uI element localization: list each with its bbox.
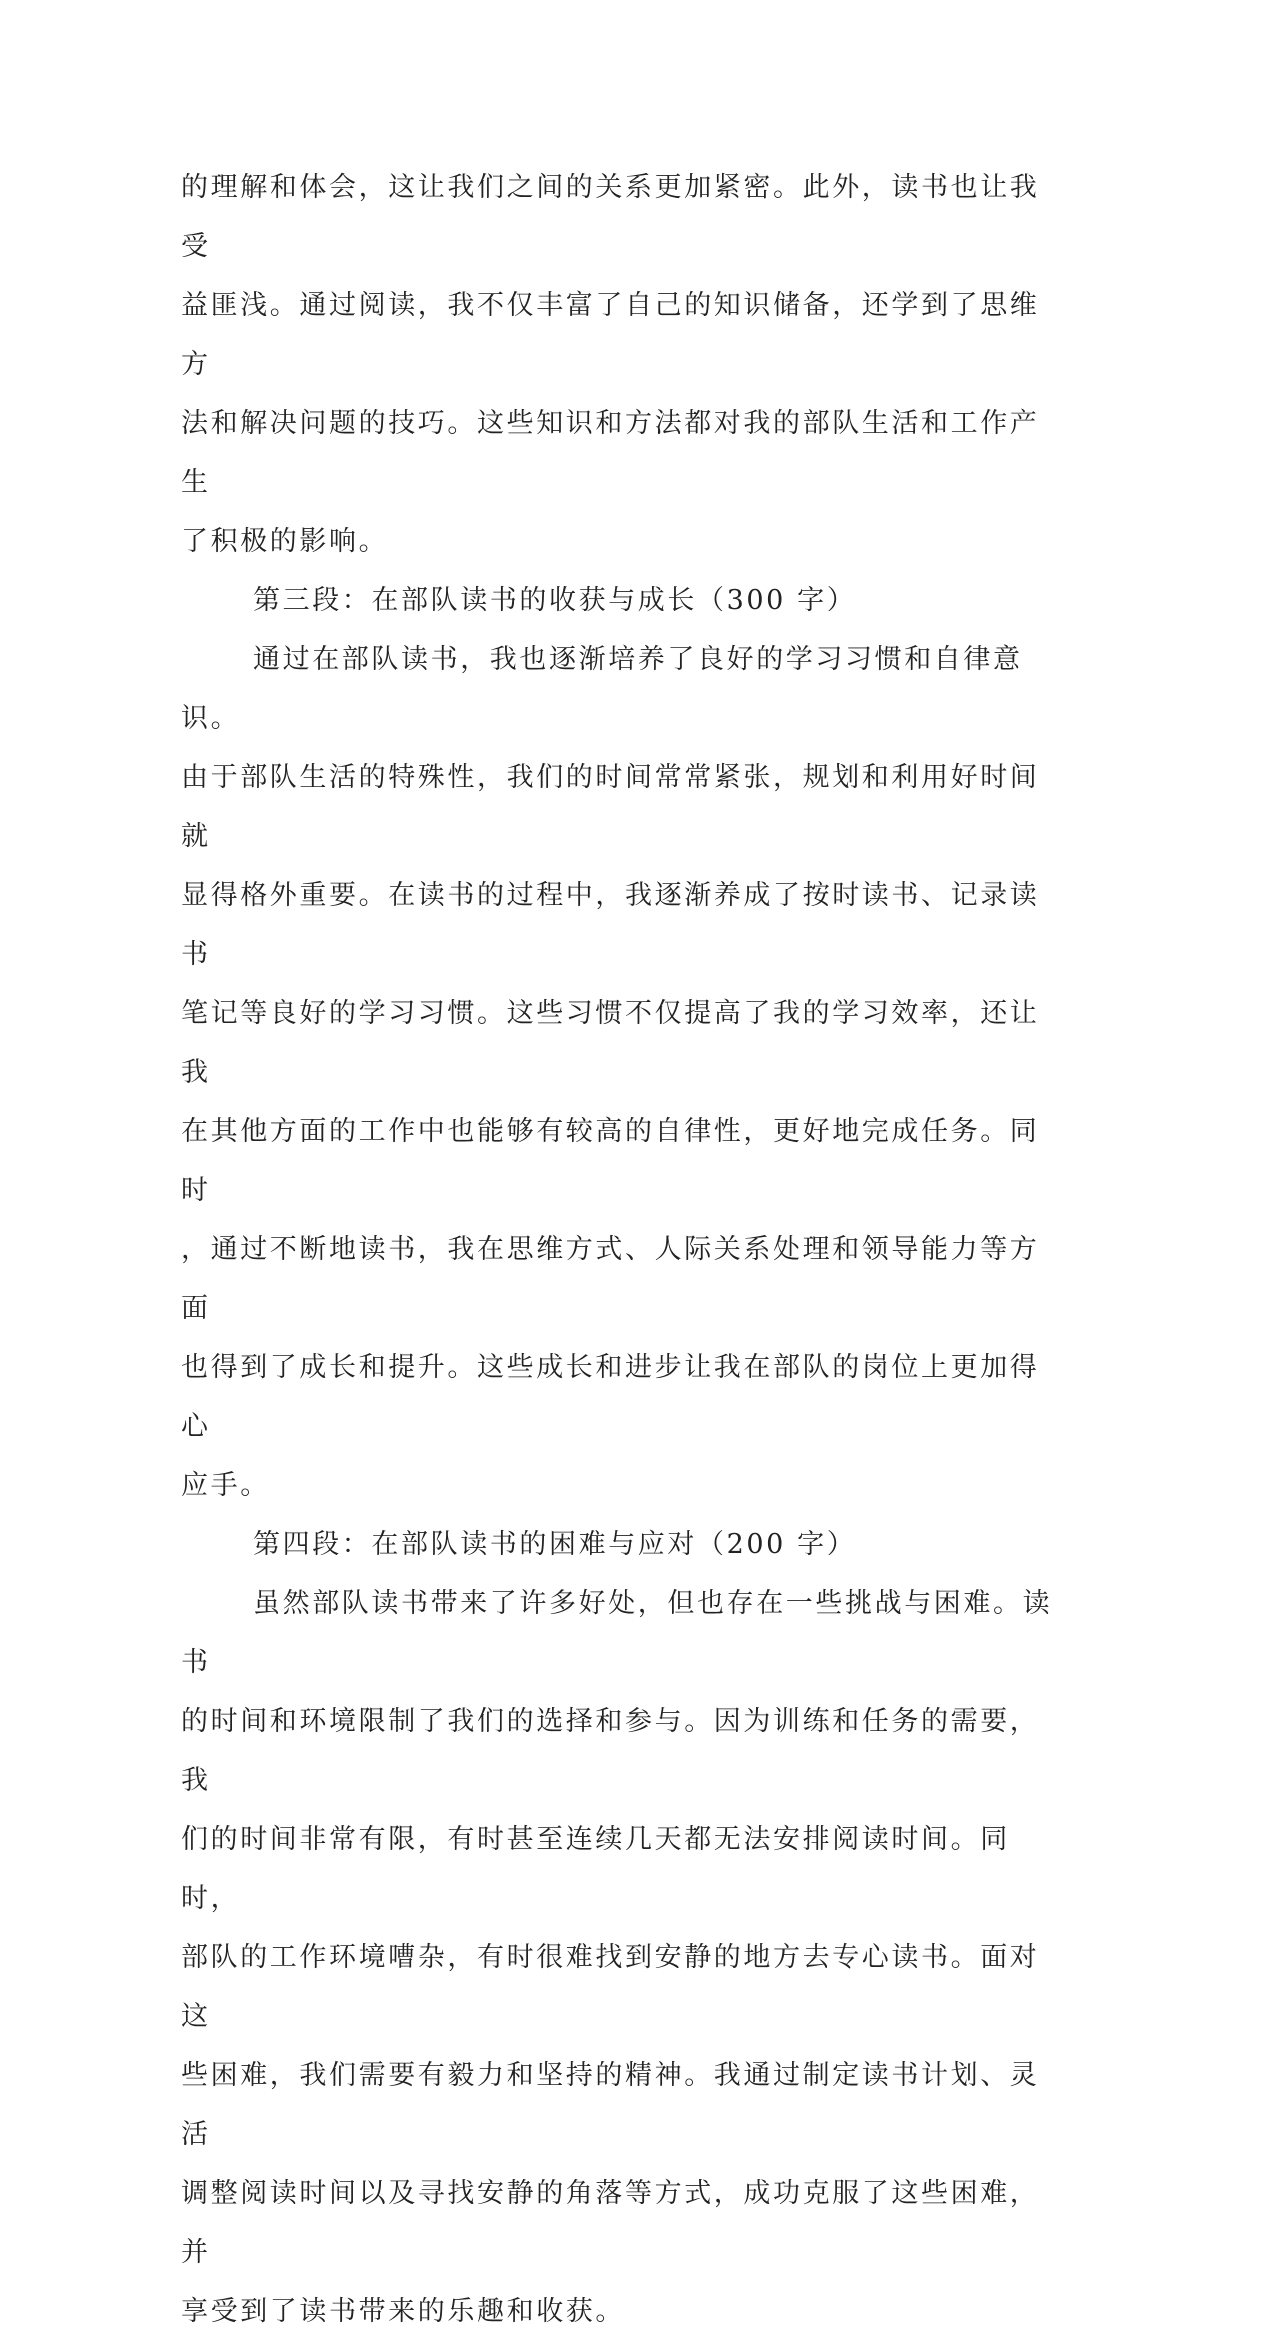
text-line: 的理解和体会，这让我们之间的关系更加紧密。此外，读书也让我受 [181,172,1040,262]
text-line: 部队的工作环境嘈杂，有时很难找到安静的地方去专心读书。面对这 [181,1942,1040,2032]
document-body [181,158,1061,2341]
text-line: 第四段：在部队读书的困难与应对（200 字） [253,1529,857,1560]
text-line: 法和解决问题的技巧。这些知识和方法都对我的部队生活和工作产生 [181,408,1040,498]
text-line: 笔记等良好的学习习惯。这些习惯不仅提高了我的学习效率，还让我 [181,998,1040,1088]
text-line: 益匪浅。通过阅读，我不仅丰富了自己的知识储备，还学到了思维方 [181,290,1040,380]
text-line: 第三段：在部队读书的收获与成长（300 字） [253,585,857,616]
text-line: 由于部队生活的特殊性，我们的时间常常紧张，规划和利用好时间就 [181,762,1040,852]
text-line: 些困难，我们需要有毅力和坚持的精神。我通过制定读书计划、灵活 [181,2060,1040,2150]
text-line: 显得格外重要。在读书的过程中，我逐渐养成了按时读书、记录读书 [181,880,1040,970]
text-line: 享受到了读书带来的乐趣和收获。 [181,2296,625,2327]
text-line: 应手。 [181,1470,270,1501]
text-line: 的时间和环境限制了我们的选择和参与。因为训练和任务的需要，我 [181,1706,1040,1796]
section-heading-4 [181,1515,1061,1574]
paragraph-section-3 [181,630,1061,1515]
paragraph-section-4 [181,1574,1061,2341]
text-line: 们的时间非常有限，有时甚至连续几天都无法安排阅读时间。同时， [181,1824,1010,1914]
text-line: 虽然部队读书带来了许多好处，但也存在一些挑战与困难。读书 [181,1588,1053,1678]
text-line: 了积极的影响。 [181,526,389,557]
section-heading-3 [181,571,1061,630]
text-line: 调整阅读时间以及寻找安静的角落等方式，成功克服了这些困难，并 [181,2178,1040,2268]
text-line: ，通过不断地读书，我在思维方式、人际关系处理和领导能力等方面 [181,1234,1040,1324]
text-line: 通过在部队读书，我也逐渐培养了良好的学习习惯和自律意识。 [181,644,1023,734]
text-line: 在其他方面的工作中也能够有较高的自律性，更好地完成任务。同时 [181,1116,1040,1206]
text-line: 也得到了成长和提升。这些成长和进步让我在部队的岗位上更加得心 [181,1352,1040,1442]
paragraph-continuation [181,158,1061,571]
